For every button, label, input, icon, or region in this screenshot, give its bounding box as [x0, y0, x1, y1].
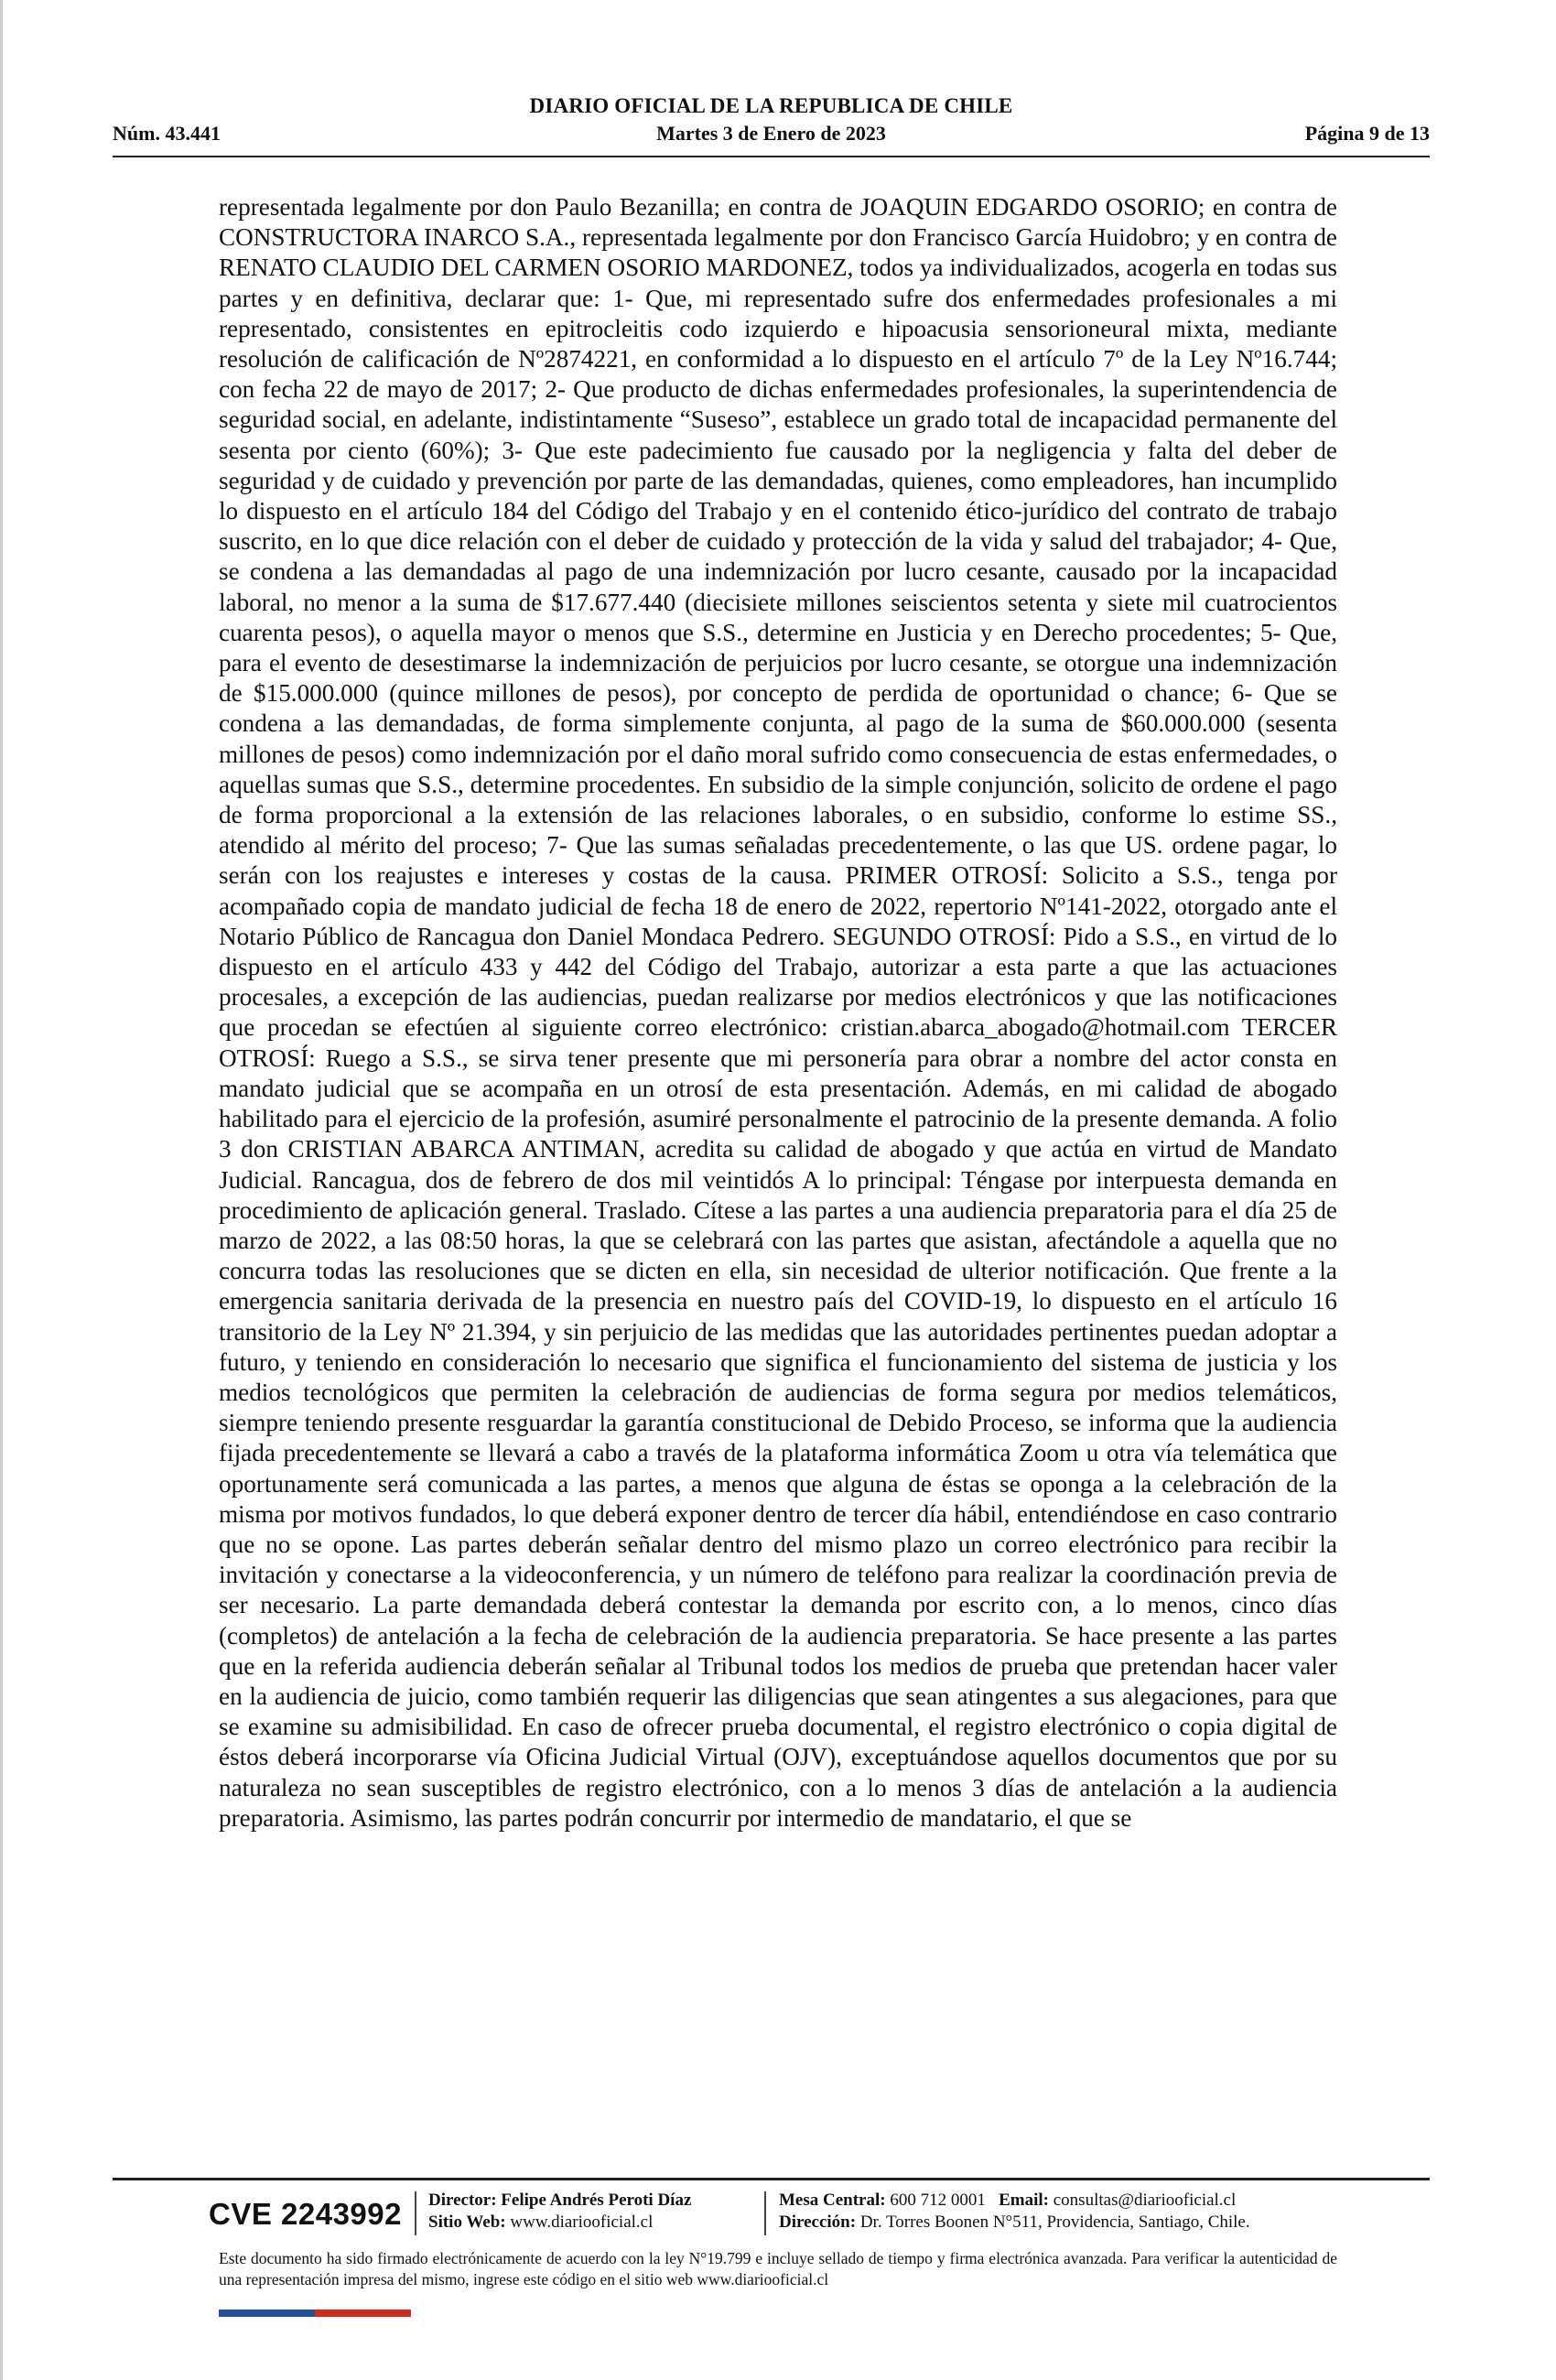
page-header: [113, 94, 1430, 149]
header-divider: [113, 156, 1430, 157]
issue-number: Núm. 43.441: [113, 122, 221, 145]
email-link[interactable]: consultas@diariooficial.cl: [1053, 2191, 1237, 2210]
footer-director-block: [428, 2190, 691, 2234]
director-label: Director:: [428, 2191, 497, 2210]
page-footer: [113, 2186, 1430, 2241]
email-label: Email:: [999, 2191, 1049, 2210]
page-number: Página 9 de 13: [1304, 122, 1430, 145]
footer-divider: [113, 2178, 1430, 2180]
website-link[interactable]: www.diariooficial.cl: [510, 2212, 654, 2232]
footer-separator: [764, 2191, 766, 2235]
footer-separator: [415, 2191, 416, 2235]
body-paragraph[interactable]: representada legalmente por don Paulo Bezanilla; en contra de JOAQUIN EDGARDO OSORIO; en contra de CONSTRUCTORA INARCO S.A., representada legalmente por don Francisco García Huidobro; y en contra de RENATO CLAUDIO DEL CARMEN OSORIO MARDONEZ, todos ya individualizados, acogerla en todas sus partes y en definitiva, declarar que: 1- Que, mi representado sufre dos enfermedades profesionales a mi representado, consistentes en epitrocleitis codo izquierdo e hipoacusia sensorioneural mixta, mediante resolución de calificación de Nº2874221, en conformidad a lo dispuesto en el artículo 7º de la Ley Nº16.744; con fecha 22 de mayo de 2017; 2- Que producto de dichas enfermedades profesionales, la superintendencia de seguridad social, en adelante, indistintamente “Suseso”, establece un grado total de incapacidad permanente del sesenta por ciento (60%); 3- Que este padecimiento fue causado por la negligencia y falta del deber de seguridad y de cuidado y prevención por parte de las demandadas, quienes, como empleadores, han incumplido lo dispuesto en el artículo 184 del Código del Trabajo y en el contenido ético-jurídico del contrato de trabajo suscrito, en lo que dice relación con el deber de cuidado y protección de la vida y salud del trabajador; 4- Que, se condena a las demandadas al pago de una indemnización por lucro cesante, causado por la incapacidad laboral, no menor a la suma de $17.677.440 (diecisiete millones seiscientos setenta y siete mil cuatrocientos cuarenta pesos), o aquella mayor o menos que S.S., determine en Justicia y en Derecho procedentes; 5- Que, para el evento de desestimarse la indemnización de perjuicios por lucro cesante, se otorgue una indemnización de $15.000.000 (quince millones de pesos), por concepto de perdida de oportunidad o chance; 6- Que se condena a las demandadas, de forma simplemente conjunta, al pago de la suma de $60.000.000 (sesenta millones de pesos) como indemnización por el daño moral sufrido como consecuencia de estas enfermedades, o aquellas sumas que S.S., determine procedentes. En subsidio de la simple conjunción, solicito de ordene el pago de forma proporcional a la extensión de las relaciones laborales, o en subsidio, conforme lo estime SS., atendido al mérito del proceso; 7- Que las sumas señaladas precedentemente, o las que US. ordene pagar, lo serán con los reajustes e intereses y costas de la causa. PRIMER OTROSÍ: Solicito a S.S., tenga por acompañado copia de mandato judicial de fecha 18 de enero de 2022, repertorio Nº141-2022, otorgado ante el Notario Público de Rancagua don Daniel Mondaca Pedrero. SEGUNDO OTROSÍ: Pido a S.S., en virtud de lo dispuesto en el artículo 433 y 442 del Código del Trabajo, autorizar a esta parte a que las actuaciones procesales, a excepción de las audiencias, puedan realizarse por medios electrónicos y que las notificaciones que procedan se efectúen al siguiente correo electrónico: cristian.abarca_abogado@hotmail.com TERCER OTROSÍ: Ruego a S.S., se sirva tener presente que mi personería para obrar a nombre del actor consta en mandato judicial que se acompaña en un otrosí de esta presentación. Además, en mi calidad de abogado habilitado para el ejercicio de la profesión, asumiré personalmente el patrocinio de la presente demanda. A folio 3 don CRISTIAN ABARCA ANTIMAN, acredita su calidad de abogado y que actúa en virtud de Mandato Judicial. Rancagua, dos de febrero de dos mil veintidós A lo principal: Téngase por interpuesta demanda en procedimiento de aplicación general. Traslado. Cítese a las partes a una audiencia preparatoria para el día 25 de marzo de 2022, a las 08:50 horas, la que se celebrará con las partes que asistan, afectándole a aquella que no concurra todas las resoluciones que se dicten en ella, sin necesidad de ulterior notificación. Que frente a la emergencia sanitaria derivada de la presencia en nuestro país del COVID-19, lo dispuesto en el artículo 16 transitorio de la Ley Nº 21.394, y sin perjuicio de las medidas que las autoridades pertinentes puedan adoptar a futuro, y teniendo en consideración lo necesario que significa el funcionamiento del sistema de justicia y los medios tecnológicos que permiten la celebración de audiencias de forma segura por medios telemáticos, siempre teniendo presente resguardar la garantía constitucional de Debido Proceso, se informa que la audiencia fijada precedentemente se llevará a cabo a través de la plataforma informática Zoom u otra vía telemática que oportunamente será comunicada a las partes, a menos que alguna de éstas se oponga a la celebración de la misma por motivos fundados, lo que deberá exponer dentro de tercer día hábil, entendiéndose en caso contrario que no se opone. Las partes deberán señalar dentro del mismo plazo un correo electrónico para recibir la invitación y conectarse a la videoconferencia, y un número de teléfono para realizar la coordinación previa de ser necesario. La parte demandada deberá contestar la demanda por escrito con, a lo menos, cinco días (completos) de antelación a la fecha de celebración de la audiencia preparatoria. Se hace presente a las partes que en la referida audiencia deberán señalar al Tribunal todos los medios de prueba que pretendan hacer valer en la audiencia de juicio, como también requerir las diligencias que sean atingentes a sus alegaciones, para que se examine su admisibilidad. En caso de ofrecer prueba documental, el registro electrónico o copia digital de éstos deberá incorporarse vía Oficina Judicial Virtual (OJV), exceptuándose aquellos documentos que por su naturaleza no sean susceptibles de registro electrónico, con a lo menos 3 días de antelación a la audiencia preparatoria. Asimismo, las partes podrán concurrir por intermedio de mandatario, el que se: [219, 193, 1337, 1832]
publication-title: DIARIO OFICIAL DE LA REPUBLICA DE CHILE: [529, 94, 1013, 117]
chile-flag-stripe: [219, 2310, 411, 2317]
phone-label: Mesa Central:: [779, 2191, 886, 2210]
cve-code: CVE 2243992: [209, 2197, 402, 2231]
website-label: Sitio Web:: [428, 2212, 506, 2232]
signature-note: Este documento ha sido firmado electrónicamente de acuerdo con la ley N°19.799 e incluye sellado de tiempo y firma electrónica avanzada. Para verificar la autenticidad de una representación impresa del mismo, ingrese este código en el sitio web www.diariooficial.cl: [219, 2249, 1337, 2288]
flag-blue-band: [219, 2310, 315, 2317]
footer-contact-block: [779, 2190, 1250, 2234]
flag-red-band: [315, 2310, 411, 2317]
phone-value: 600 712 0001: [890, 2191, 986, 2210]
issue-date: Martes 3 de Enero de 2023: [656, 122, 886, 145]
address-label: Dirección:: [779, 2212, 857, 2232]
director-name: Felipe Andrés Peroti Díaz: [501, 2191, 692, 2210]
address-value: Dr. Torres Boonen N°511, Providencia, Santiago, Chile.: [859, 2212, 1250, 2232]
